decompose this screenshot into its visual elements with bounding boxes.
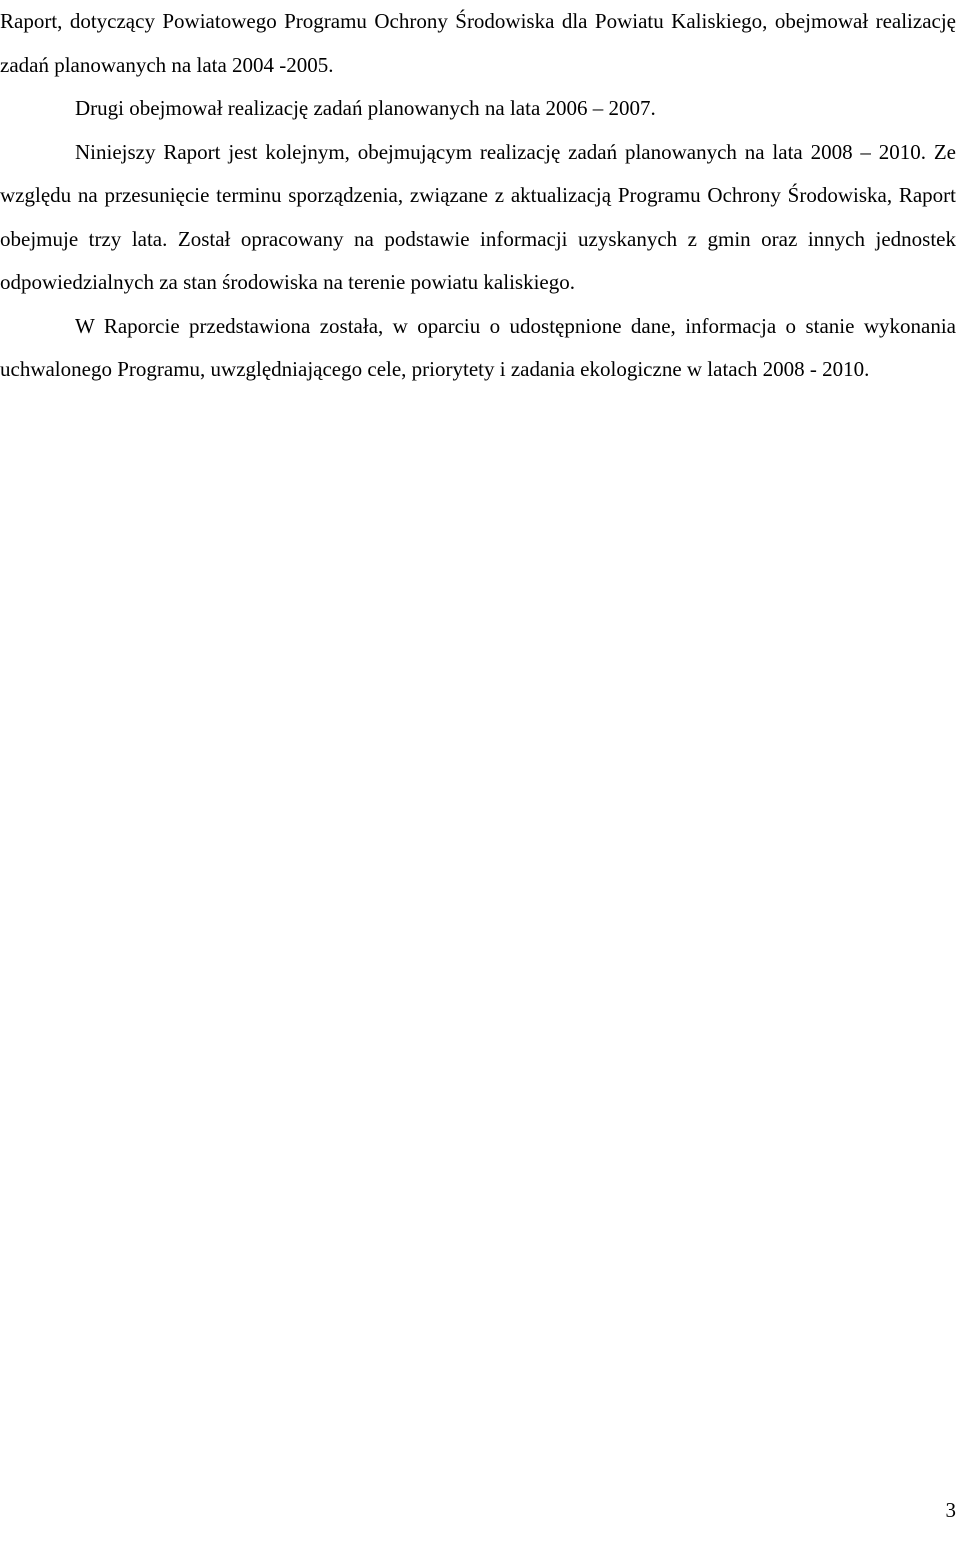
paragraph-3: Niniejszy Raport jest kolejnym, obejmującym realizację zadań planowanych na lata 2008 – 2010. Ze względu na przesunięcie terminu sporządzenia, związane z aktualizacją Programu Ochrony Środowiska, Raport obejmuje trzy lata. Został opracowany na podstawie informacji uzyskanych z gmin oraz innych jednostek odpowiedzialnych za stan środowiska na terenie powiatu kaliskiego. [0,139,956,294]
paragraph-1: Raport, dotyczący Powiatowego Programu Ochrony Środowiska dla Powiatu Kaliskiego, obejmował realizację zadań planowanych na lata 2004 -2005. [0,9,956,77]
paragraph-4: W Raporcie przedstawiona została, w oparciu o udostępnione dane, informacja o stanie wykonania uchwalonego Programu, uwzględniającego cele, priorytety i zadania ekologiczne w latach 2008 - 2010. [0,313,956,381]
page-number: 3 [945,1498,956,1522]
document-body [0,0,956,392]
paragraph-2: Drugi obejmował realizację zadań planowanych na lata 2006 – 2007. [75,96,656,120]
